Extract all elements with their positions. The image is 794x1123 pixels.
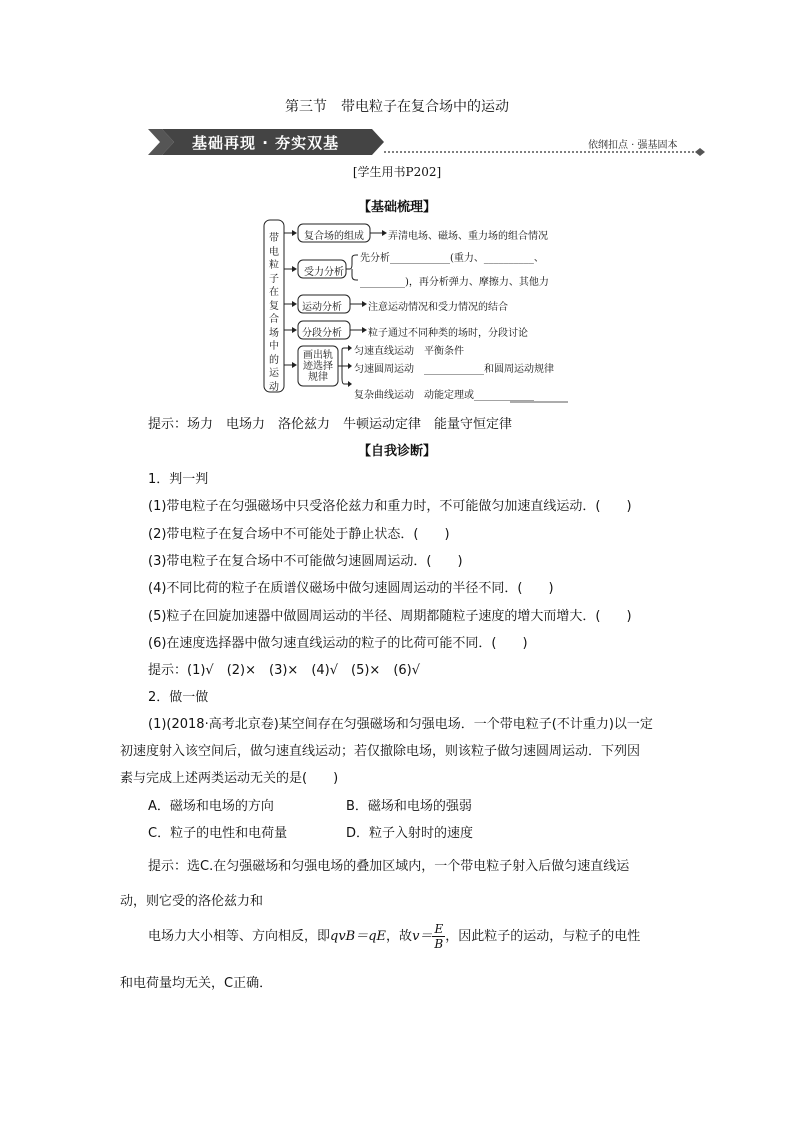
traj-curve: 复杂曲线运动 动能定理或____________ [354, 390, 534, 401]
answer-line-3-post: ，因此粒子的运动，与粒子的电性 [445, 929, 641, 944]
fraction-denominator: B [434, 937, 444, 951]
branch-trajectory: 画出轨迹选择规律 [303, 350, 333, 383]
judgments-hint: 提示：(1)√ (2)× (3)× (4)√ (5)× (6)√ [148, 663, 421, 678]
traj-uniform-line: 匀速直线运动 平衡条件 [354, 346, 464, 357]
question-line-1: (1)(2018·高考北京卷)某空间存在匀强磁场和匀强电场．一个带电粒子(不计重力)以一定 [148, 717, 653, 732]
knowledge-heading: 【基础梳理】 [357, 200, 436, 215]
section-banner [148, 127, 708, 157]
traj-circle: 匀速圆周运动 ____________和圆周运动规律 [354, 364, 554, 375]
branch-composition-desc: 弄清电场、磁场、重力场的组合情况 [388, 231, 548, 242]
branch-motion: 运动分析 [302, 302, 342, 313]
answer-line-2: 动，则它受的洛伦兹力和 [120, 894, 264, 909]
branch-composition: 复合场的组成 [304, 231, 364, 242]
judgment-3: (3)带电粒子在复合场中不可能做匀速圆周运动．( ) [148, 554, 463, 569]
judgment-6: (6)在速度选择器中做匀速直线运动的粒子的比荷可能不同．( ) [148, 636, 528, 651]
judgment-5: (5)粒子在回旋加速器中做圆周运动的半径、周期都随粒子速度的增大而增大．( ) [148, 609, 632, 624]
option-c: C．粒子的电性和电荷量 [148, 826, 288, 841]
equation-force-balance: qvB＝qE [330, 929, 387, 944]
knowledge-hint: 提示：场力 电场力 洛伦兹力 牛顿运动定律 能量守恒定律 [148, 417, 513, 432]
judgment-2: (2)带电粒子在复合场中不可能处于静止状态．( ) [148, 527, 450, 542]
option-b: B．磁场和电场的强弱 [346, 799, 472, 814]
banner-tagline: 依纲扣点 · 强基固本 [588, 140, 678, 151]
answer-line-3 [148, 922, 640, 951]
branch-stage-desc: 粒子通过不同种类的场时，分段讨论 [368, 328, 528, 339]
branch-motion-desc: 注意运动情况和受力情况的结合 [368, 302, 508, 313]
option-d: D．粒子入射时的速度 [346, 826, 474, 841]
question-line-2: 初速度射入该空间后，做匀速直线运动；若仅撤除电场，则该粒子做匀速圆周运动．下列因 [120, 744, 641, 759]
branch-force-line2: _________)，再分析弹力、摩擦力、其他力 [360, 277, 549, 288]
branch-force-line1: 先分析____________(重力、__________、 [360, 253, 544, 264]
diagram-root-label: 带电粒子在复合场中的运动 [269, 233, 279, 393]
fraction-numerator: E [432, 922, 445, 937]
page-title: 第三节 带电粒子在复合场中的运动 [285, 99, 509, 115]
banner-title: 基础再现 · 夯实双基 [192, 134, 340, 152]
equation-velocity: v＝ [412, 929, 433, 944]
concept-diagram [262, 218, 582, 408]
branch-force: 受力分析 [304, 267, 344, 278]
answer-line-3-pre: 电场力大小相等、方向相反，即 [148, 929, 331, 944]
answer-line-4: 和电荷量均无关，C正确． [120, 976, 273, 991]
fraction-e-over-b [432, 922, 445, 951]
diagnosis-heading: 【自我诊断】 [357, 444, 436, 459]
option-a: A．磁场和电场的方向 [148, 799, 274, 814]
judgment-4: (4)不同比荷的粒子在质谱仪磁场中做匀速圆周运动的半径不同．( ) [148, 581, 554, 596]
book-reference: [学生用书P202] [352, 165, 442, 179]
judgment-1: (1)带电粒子在匀强磁场中只受洛伦兹力和重力时，不可能做匀加速直线运动．( ) [148, 499, 632, 514]
branch-stage: 分段分析 [302, 328, 342, 339]
question-line-3: 素与完成上述两类运动无关的是( ) [120, 771, 339, 786]
answer-line-3-mid: ，故 [386, 929, 413, 944]
part2-title: 2．做一做 [148, 690, 209, 705]
answer-line-1: 提示：选C.在匀强磁场和匀强电场的叠加区域内，一个带电粒子射入后做匀速直线运 [148, 859, 630, 874]
part1-title: 1．判一判 [148, 472, 209, 487]
